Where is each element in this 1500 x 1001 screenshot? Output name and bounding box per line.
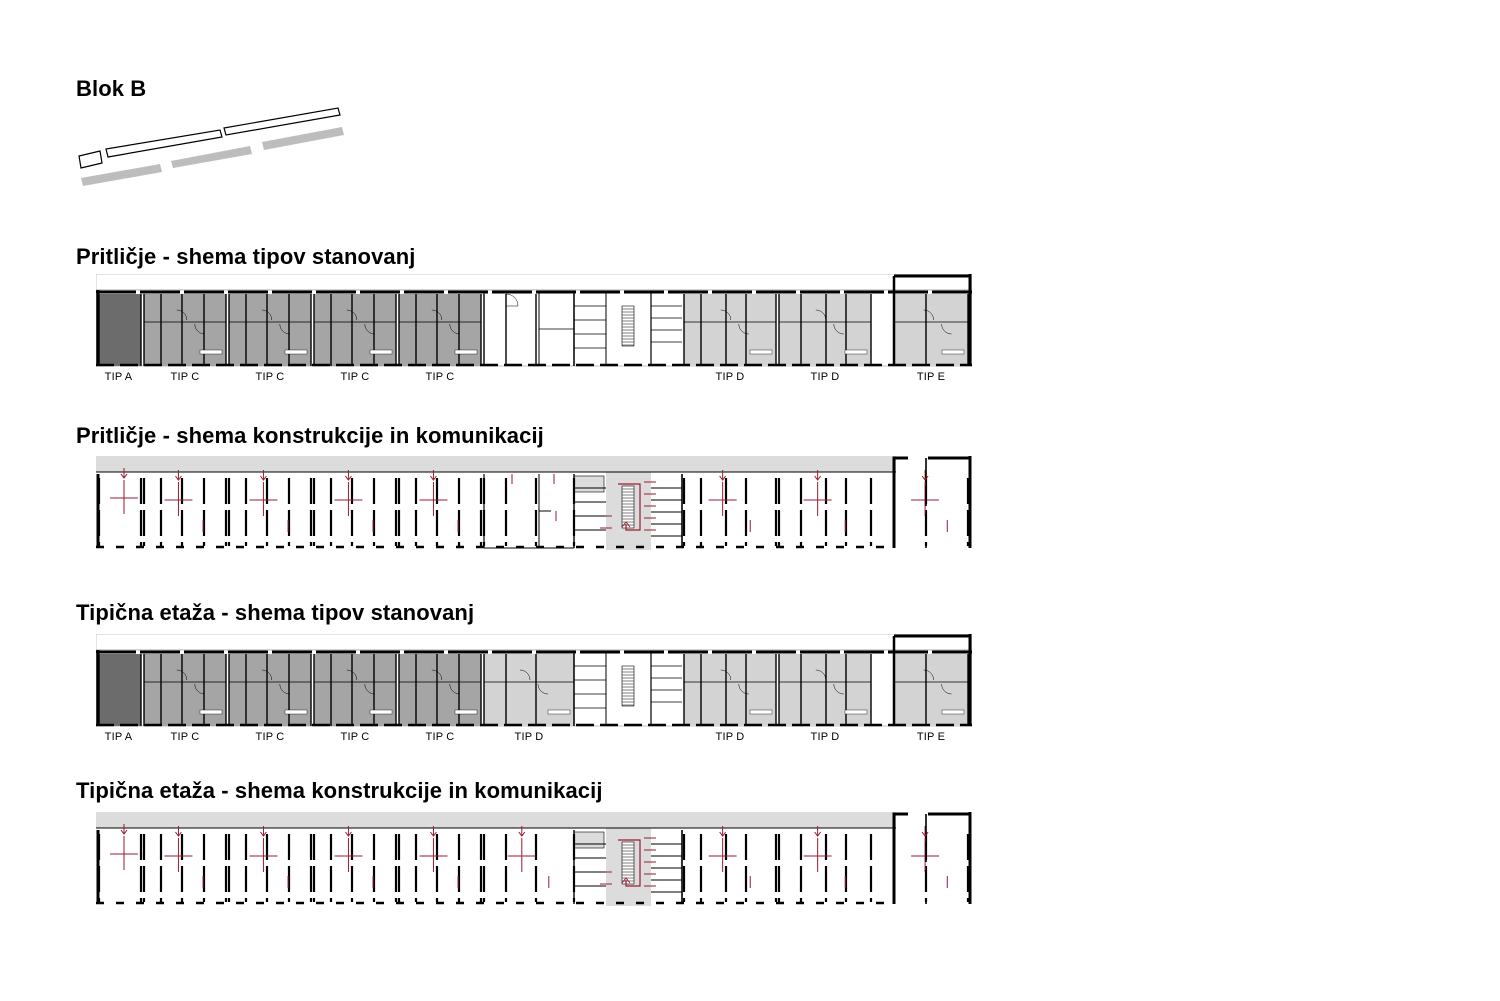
ground-floor-structure-plan bbox=[96, 456, 972, 551]
site-bar bbox=[81, 164, 162, 186]
unit-type-label: TIP D bbox=[715, 731, 745, 743]
unit-tip-a bbox=[96, 654, 141, 726]
corridor-fill bbox=[96, 812, 896, 828]
site-plan-diagram bbox=[76, 104, 356, 194]
unit-type-label: TIP C bbox=[340, 731, 370, 743]
balcony-marker bbox=[750, 350, 772, 354]
site-block bbox=[106, 130, 222, 157]
site-bar bbox=[262, 127, 344, 150]
section-title-ground-structure: Pritličje - shema konstrukcije in komunikacij bbox=[76, 423, 544, 448]
unit-tip-d bbox=[779, 294, 871, 366]
balcony-marker bbox=[285, 350, 307, 354]
balcony-marker bbox=[200, 710, 222, 714]
unit-tip-c bbox=[229, 294, 311, 366]
unit-tip-c bbox=[144, 294, 226, 366]
balcony-marker bbox=[455, 710, 477, 714]
typical-floor-structure-plan bbox=[96, 812, 972, 907]
section-title-typical-types: Tipična etaža - shema tipov stanovanj bbox=[76, 600, 475, 625]
unit-tip-c bbox=[314, 294, 396, 366]
unit-type-label: TIP C bbox=[170, 731, 200, 743]
unit-type-label: TIP A bbox=[104, 371, 133, 383]
site-bar bbox=[171, 146, 252, 168]
core-room bbox=[574, 476, 604, 492]
unit-type-label: TIP E bbox=[916, 371, 946, 383]
unit-type-label: TIP D bbox=[810, 371, 840, 383]
page-title: Blok B bbox=[76, 76, 147, 101]
unit-tip-c bbox=[399, 654, 481, 726]
unit-type-label: TIP E bbox=[916, 731, 946, 743]
balcony-marker bbox=[942, 710, 964, 714]
unit-type-label: TIP C bbox=[255, 371, 285, 383]
unit-tip-d bbox=[779, 654, 871, 726]
unit-type-label: TIP C bbox=[170, 371, 200, 383]
balcony-marker bbox=[455, 350, 477, 354]
balcony-marker bbox=[942, 350, 964, 354]
unit-type-label: TIP D bbox=[810, 731, 840, 743]
balcony-marker bbox=[200, 350, 222, 354]
typical-floor-type-labels bbox=[96, 731, 972, 747]
unit-type-label: TIP C bbox=[340, 371, 370, 383]
stair-tower-wall bbox=[894, 814, 908, 904]
unit-type-label: TIP D bbox=[715, 371, 745, 383]
unit-type-label: TIP A bbox=[104, 731, 133, 743]
balcony-marker bbox=[845, 350, 867, 354]
stair-tower-wall bbox=[894, 458, 908, 548]
unit-tip-e bbox=[894, 294, 968, 366]
unit-tip-a bbox=[96, 294, 141, 366]
unit-tip-c bbox=[229, 654, 311, 726]
balcony-marker bbox=[845, 710, 867, 714]
unit-type-label: TIP C bbox=[255, 731, 285, 743]
balcony-marker bbox=[370, 350, 392, 354]
section-title-ground-types: Pritličje - shema tipov stanovanj bbox=[76, 244, 416, 269]
ground-floor-unit-types-plan bbox=[96, 274, 972, 369]
corridor-outline bbox=[96, 274, 972, 290]
core-room bbox=[574, 832, 604, 848]
corridor-outline bbox=[96, 634, 972, 650]
unit-type-label: TIP D bbox=[514, 731, 544, 743]
unit-tip-c bbox=[144, 654, 226, 726]
site-block bbox=[79, 151, 102, 168]
unit-tip-c bbox=[399, 294, 481, 366]
unit-tip-d bbox=[684, 294, 776, 366]
unit-tip-e bbox=[894, 654, 968, 726]
typical-floor-unit-types-plan bbox=[96, 634, 972, 729]
unit-tip-d bbox=[684, 654, 776, 726]
balcony-marker bbox=[285, 710, 307, 714]
unit-type-label: TIP C bbox=[425, 371, 455, 383]
corridor-fill bbox=[96, 456, 896, 472]
unit-tip-d bbox=[484, 654, 574, 726]
balcony-marker bbox=[750, 710, 772, 714]
ground-floor-type-labels bbox=[96, 371, 972, 387]
balcony-marker bbox=[370, 710, 392, 714]
unit-tip-c bbox=[314, 654, 396, 726]
balcony-marker bbox=[548, 710, 570, 714]
section-title-typical-structure: Tipična etaža - shema konstrukcije in komunikacij bbox=[76, 778, 603, 803]
unit-type-label: TIP C bbox=[425, 731, 455, 743]
